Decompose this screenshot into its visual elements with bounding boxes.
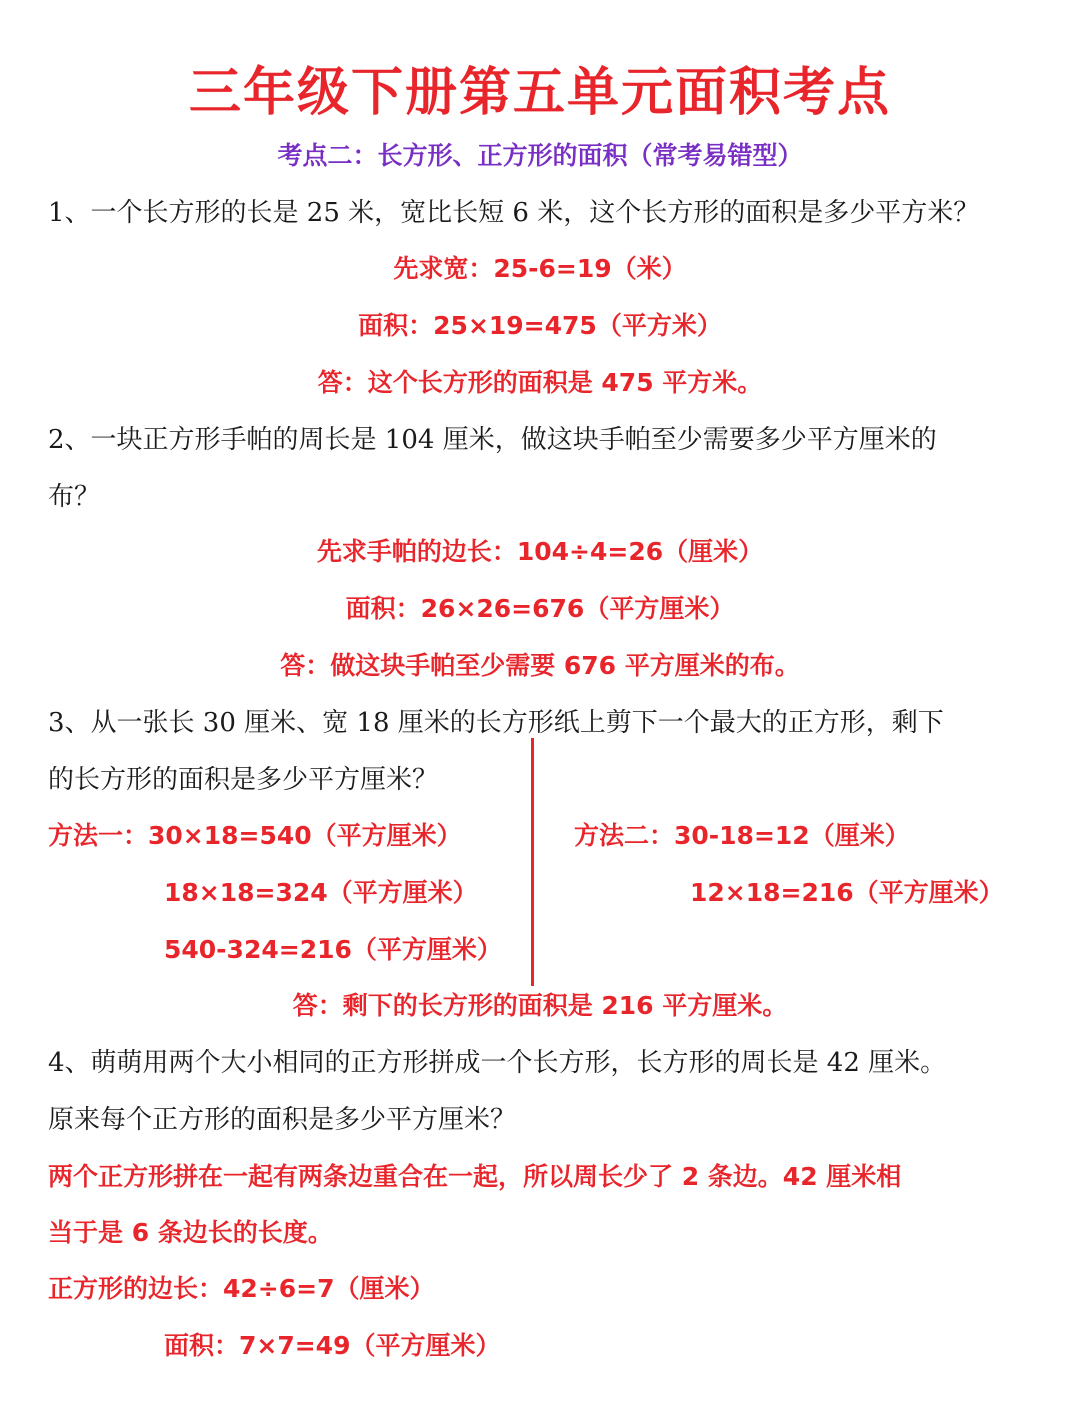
question-1: 1、一个长方形的长是 25 米，宽比长短 6 米，这个长方形的面积是多少平方米？ (48, 198, 980, 228)
q4-explanation-line-2: 当于是 6 条边长的长度。 (48, 1218, 333, 1247)
method-divider-line (531, 738, 534, 986)
q4-step-1: 正方形的边长：42÷6=7（厘米） (48, 1274, 435, 1303)
section-subtitle: 考点二：长方形、正方形的面积（常考易错型） (277, 141, 803, 170)
q3-method-1-line-3: 540-324=216（平方厘米） (164, 935, 502, 964)
question-3-line-2: 的长方形的面积是多少平方厘米？ (48, 765, 439, 795)
q3-method-2-line-1: 方法二：30-18=12（厘米） (574, 821, 910, 850)
question-3-line-1: 3、从一张长 30 厘米、宽 18 厘米的长方形纸上剪下一个最大的正方形，剩下 (48, 708, 944, 738)
q1-step-2: 面积：25×19=475（平方米） (358, 311, 722, 340)
question-4-line-1: 4、萌萌用两个大小相同的正方形拼成一个长方形，长方形的周长是 42 厘米。 (48, 1048, 947, 1078)
q3-method-1-line-2: 18×18=324（平方厘米） (164, 878, 478, 907)
q4-step-2: 面积：7×7=49（平方厘米） (164, 1331, 501, 1360)
q1-answer: 答：这个长方形的面积是 475 平方米。 (317, 368, 763, 397)
q3-method-1-line-1: 方法一：30×18=540（平方厘米） (48, 821, 462, 850)
q2-step-1: 先求手帕的边长：104÷4=26（厘米） (316, 537, 764, 566)
question-2-line-1: 2、一块正方形手帕的周长是 104 厘米，做这块手帕至少需要多少平方厘米的 (48, 425, 937, 455)
q4-explanation-line-1: 两个正方形拼在一起有两条边重合在一起，所以周长少了 2 条边。42 厘米相 (48, 1162, 902, 1191)
question-4-line-2: 原来每个正方形的面积是多少平方厘米？ (48, 1105, 517, 1135)
q3-method-2-line-2: 12×18=216（平方厘米） (690, 878, 1004, 907)
q2-answer: 答：做这块手帕至少需要 676 平方厘米的布。 (280, 651, 800, 680)
q3-answer: 答：剩下的长方形的面积是 216 平方厘米。 (292, 991, 788, 1020)
page-title: 三年级下册第五单元面积考点 (188, 63, 891, 123)
q1-step-1: 先求宽：25-6=19（米） (393, 254, 687, 283)
q2-step-2: 面积：26×26=676（平方厘米） (345, 594, 735, 623)
question-2-line-2: 布？ (48, 482, 101, 512)
